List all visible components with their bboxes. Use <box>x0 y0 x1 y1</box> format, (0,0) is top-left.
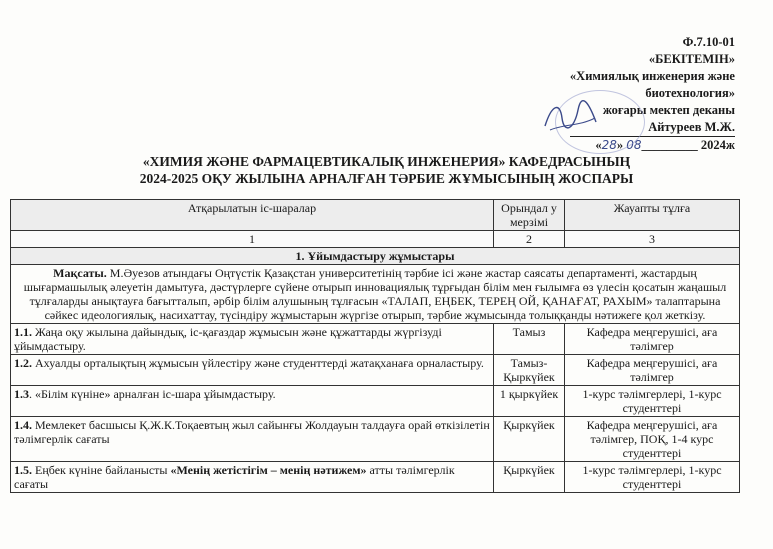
header-term: Орындал у мерзімі <box>494 200 565 231</box>
approved-label: «БЕКІТЕМІН» <box>648 52 735 66</box>
header-activities: Атқарылатын іс-шаралар <box>11 200 494 231</box>
header-responsible: Жауапты тұлға <box>565 200 740 231</box>
plan-table <box>10 199 740 493</box>
dean-position: жоғары мектеп деканы <box>602 103 735 117</box>
table-row: 1.3. «Білім күніне» арналған іс-шара ұйымдастыру. 1 қыркүйек 1-курс тәлімгерлері, 1-курс студенттері <box>11 386 740 417</box>
form-code: Ф.7.10-01 <box>682 35 735 49</box>
dean-signature <box>540 96 600 136</box>
table-row: 1.5. Еңбек күніне байланысты «Менің жетістігім – менің нәтижем» атты тәлімгерлік сағаты Қыркүйек 1-курс тәлімгерлері, 1-курс студенттері <box>11 462 740 493</box>
section-heading: 1. Ұйымдастыру жұмыстары <box>11 248 740 265</box>
title-line2: 2024-2025 ОҚУ ЖЫЛЫНА АРНАЛҒАН ТӘРБИЕ ЖҰМЫСЫНЫҢ ЖОСПАРЫ <box>139 171 634 186</box>
table-row: 1.4. Мемлекет басшысы Қ.Ж.К.Тоқаевтың жыл сайынғы Жолдауын талдауға орай өткізілетін тәлімгерлік сағаты Қыркүйек Кафедра меңгерушісі, аға тәлімгер, ПОҚ, 1-4 курс студенттері <box>11 417 740 462</box>
goal-row <box>11 265 740 324</box>
goal-text: М.Әуезов атындағы Оңтүстік Қазақстан университетінің тәрбие ісі және жастар саясаты департаменті, жастардың шығармашылық әлеуетін дамытуға, дәстүрлерге сүйене отырып инновациялық тұрғыдан білім мен ғылымға өз үлесін қосатын жаңашыл тұлғаларды анықтауға бағытталып, әрбір білім алушының тұлғасын «ТАЛАП, ЕҢБЕК, ТЕРЕҢ ОЙ, ҚАНАҒАТ, РАХЫМ» талаптарына сәйкес идеологиялық, насихаттау, түсіндіру жұмыстарын жүргізе отырып, тәрбие жұмысында толыққанды нәтижеге қол жеткізу. <box>23 266 727 322</box>
table-row: 1.2. Ахуалды орталықтың жұмысын үйлестіру және студенттерді жатақханаға орналастыру. Тамыз- Қыркүйек Кафедра меңгерушісі, аға тәлімгер <box>11 355 740 386</box>
date-day: 28 <box>601 138 617 152</box>
date-year: 2024ж <box>700 138 735 152</box>
table-header <box>11 200 740 231</box>
approval-date: «28» 08_________ 2024ж <box>595 138 735 152</box>
table-row: 1.1. Жаңа оқу жылына дайындық, іс-қағаздар жұмысын және құжаттарды жүргізуді ұйымдастыру. Тамыз Кафедра меңгерушісі, аға тәлімгер <box>11 324 740 355</box>
goal-label: Мақсаты. <box>53 266 107 280</box>
title-line1: «ХИМИЯ ЖӘНЕ ФАРМАЦЕВТИКАЛЫҚ ИНЖЕНЕРИЯ» КАФЕДРАСЫНЫҢ <box>142 154 631 169</box>
column-numbers: 1 2 3 <box>11 231 740 248</box>
document-title <box>0 153 773 187</box>
school-name-line1: «Химиялық инженерия және <box>569 69 735 83</box>
school-name-line2: биотехнология» <box>645 86 735 100</box>
dean-name: Айтуреев М.Ж. <box>570 119 735 137</box>
date-month: 08 <box>626 138 642 152</box>
